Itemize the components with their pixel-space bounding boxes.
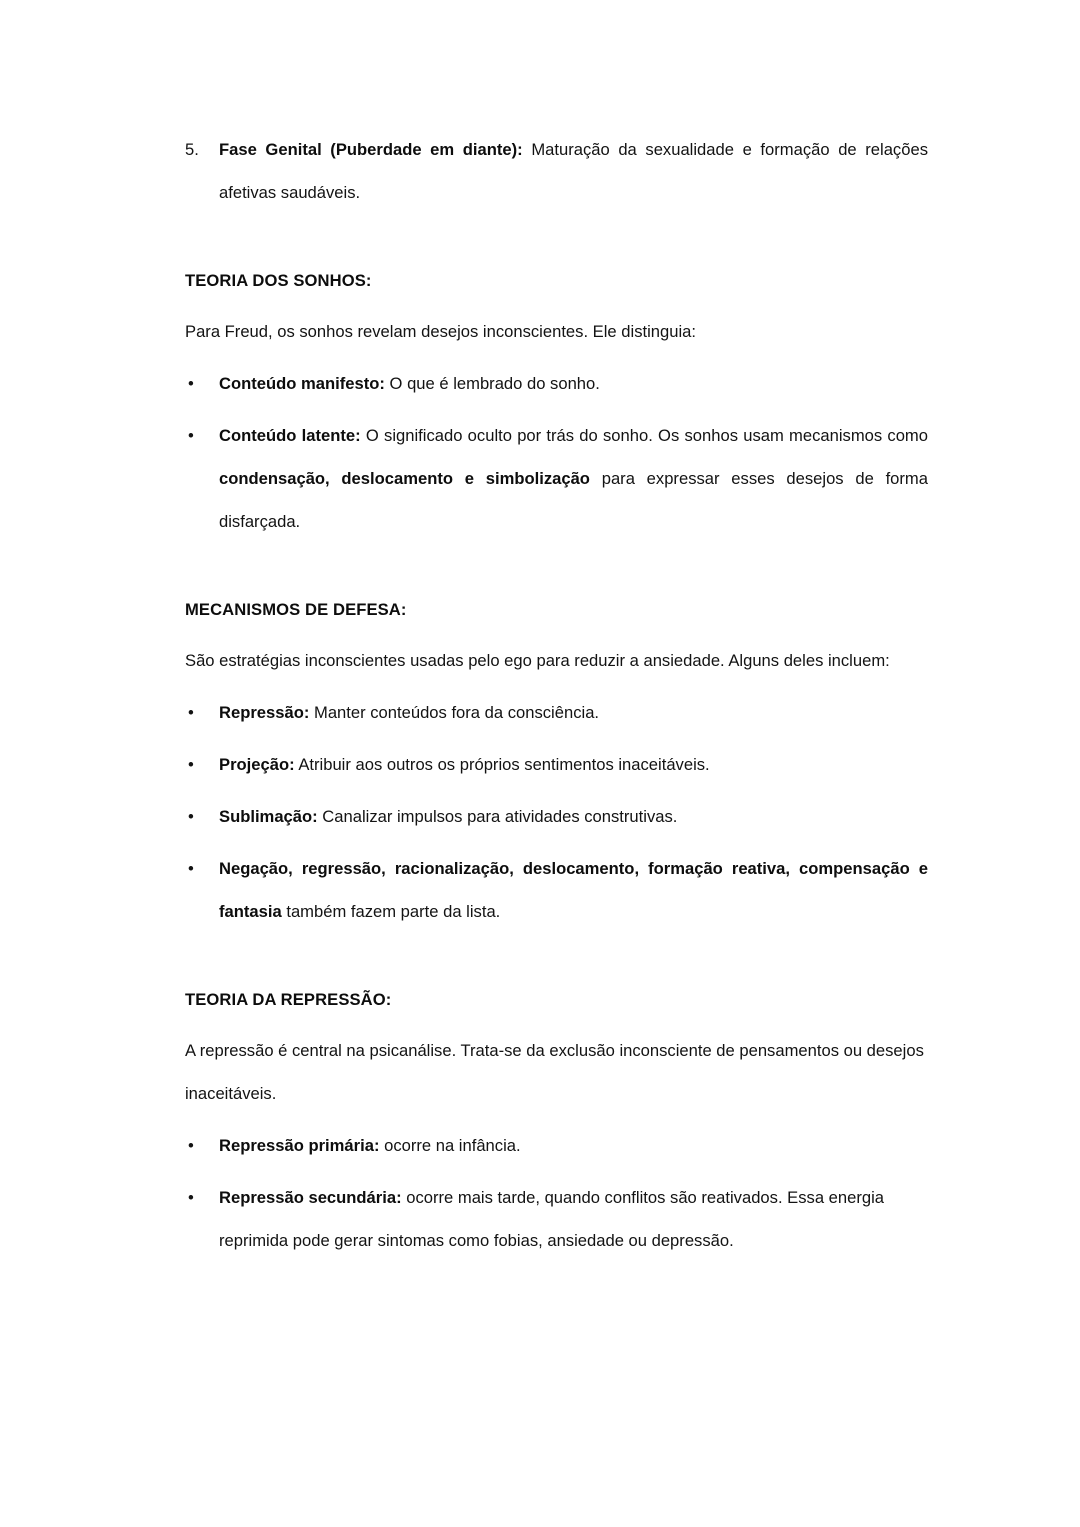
numbered-item-text xyxy=(219,128,928,214)
bullet-item-text xyxy=(219,795,928,838)
bullet-item-lead: Repressão primária: xyxy=(219,1136,380,1155)
bullet-item-lead: Negação, regressão, racionalização, deslocamento, formação reativa, compensação e fantasia xyxy=(219,859,928,921)
bullet-list-item xyxy=(185,847,928,933)
bullet-icon: • xyxy=(188,703,194,722)
bullet-list-item xyxy=(185,414,928,543)
bullet-item-body: O que é lembrado do sonho. xyxy=(384,374,600,393)
bullet-item-body-1: O significado oculto por trás do sonho. Os sonhos usam mecanismos como xyxy=(360,426,928,445)
heading-teoria-da-repressao: TEORIA DA REPRESSÃO: xyxy=(185,990,392,1009)
bullet-item-lead: Conteúdo latente: xyxy=(219,426,361,445)
bullet-item-lead: Repressão secundária: xyxy=(219,1188,402,1207)
bullet-item-body: Atribuir aos outros os próprios sentimentos inaceitáveis. xyxy=(294,755,710,774)
bullet-list-item xyxy=(185,691,928,734)
bullet-icon: • xyxy=(188,859,194,878)
heading-teoria-dos-sonhos: TEORIA DOS SONHOS: xyxy=(185,271,372,290)
bullet-icon: • xyxy=(188,1188,194,1207)
list-spacer xyxy=(185,1115,928,1124)
list-spacer xyxy=(185,786,928,795)
list-spacer xyxy=(185,734,928,743)
bullet-item-text xyxy=(219,743,928,786)
heading-mecanismos-de-defesa: MECANISMOS DE DEFESA: xyxy=(185,600,407,619)
bullet-item-body: ocorre mais tarde, quando conflitos são reativados. Essa energia reprimida pode gerar sintomas como fobias, ansiedade ou depressão. xyxy=(219,1188,885,1250)
section-spacer xyxy=(185,214,928,259)
heading-spacer xyxy=(185,631,928,639)
numbered-list-item xyxy=(185,128,928,214)
paragraph-sonhos-intro: Para Freud, os sonhos revelam desejos inconscientes. Ele distinguia: xyxy=(185,322,696,341)
bullet-item-lead: Conteúdo manifesto: xyxy=(219,374,385,393)
paragraph-mecanismos-intro: São estratégias inconscientes usadas pelo ego para reduzir a ansiedade. Alguns deles incluem: xyxy=(185,651,890,670)
bullet-item-text xyxy=(219,691,928,734)
numbered-item-body: Maturação da sexualidade e formação de relações afetivas saudáveis. xyxy=(219,140,928,202)
document-body xyxy=(185,128,928,1262)
bullet-icon: • xyxy=(188,426,194,445)
bullet-icon: • xyxy=(188,1136,194,1155)
bullet-item-emphasis: condensação, deslocamento e simbolização xyxy=(219,469,590,488)
bullet-item-text xyxy=(219,847,928,933)
bullet-item-body-2: para expressar esses desejos de forma disfarçada. xyxy=(219,469,928,531)
bullet-item-text xyxy=(219,1176,928,1262)
bullet-item-body: também fazem parte da lista. xyxy=(281,902,501,921)
list-spacer xyxy=(185,682,928,691)
section-spacer xyxy=(185,933,928,978)
bullet-list-item xyxy=(185,1124,928,1167)
list-spacer xyxy=(185,1167,928,1176)
numbered-item-lead: Fase Genital (Puberdade em diante): xyxy=(219,140,523,159)
bullet-item-body: Manter conteúdos fora da consciência. xyxy=(309,703,600,722)
bullet-item-text xyxy=(219,414,928,543)
bullet-item-text xyxy=(219,1124,928,1167)
bullet-list-item xyxy=(185,1176,928,1262)
bullet-item-body: Canalizar impulsos para atividades construtivas. xyxy=(317,807,678,826)
bullet-item-lead: Projeção: xyxy=(219,755,295,774)
heading-spacer xyxy=(185,1021,928,1029)
section-spacer xyxy=(185,543,928,588)
bullet-list-item xyxy=(185,743,928,786)
bullet-list-item xyxy=(185,795,928,838)
bullet-icon: • xyxy=(188,807,194,826)
bullet-icon: • xyxy=(188,374,194,393)
list-number-marker: 5. xyxy=(185,140,199,159)
bullet-item-lead: Sublimação: xyxy=(219,807,318,826)
list-spacer xyxy=(185,353,928,362)
list-spacer xyxy=(185,838,928,847)
bullet-item-lead: Repressão: xyxy=(219,703,310,722)
bullet-list-item xyxy=(185,362,928,405)
paragraph-repressao-intro: A repressão é central na psicanálise. Trata-se da exclusão inconsciente de pensamentos ou desejos inaceitáveis. xyxy=(185,1041,924,1103)
list-spacer xyxy=(185,405,928,414)
bullet-icon: • xyxy=(188,755,194,774)
bullet-item-text xyxy=(219,362,928,405)
heading-spacer xyxy=(185,302,928,310)
bullet-item-body: ocorre na infância. xyxy=(379,1136,521,1155)
